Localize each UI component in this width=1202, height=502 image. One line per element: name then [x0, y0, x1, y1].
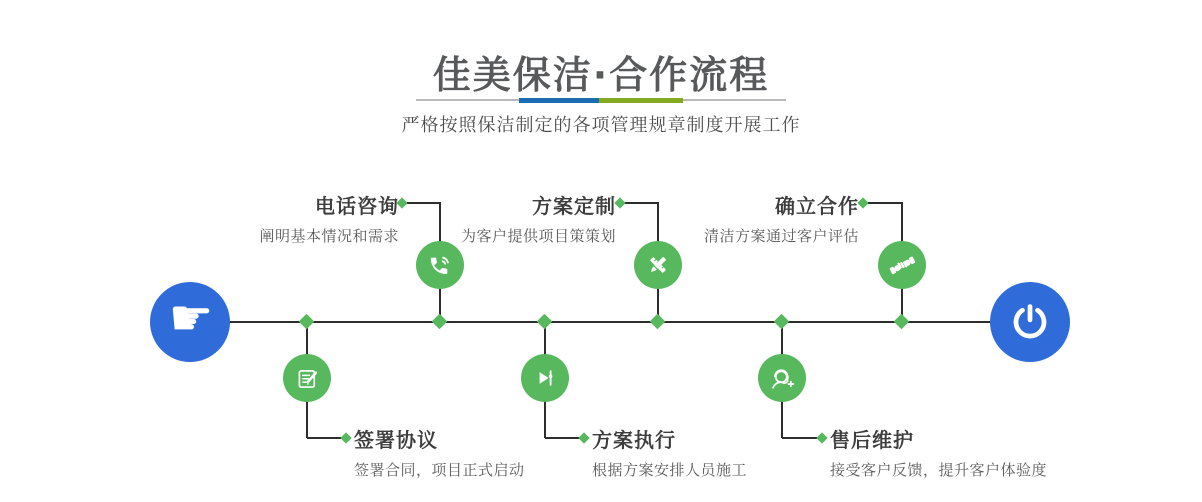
step-desc: 阐明基本情况和需求 — [259, 227, 399, 245]
timeline-diamond — [650, 314, 666, 330]
label-diamond — [578, 432, 589, 443]
step-title: 方案执行 — [592, 428, 676, 452]
step-node-contract — [283, 354, 331, 402]
contract-icon — [294, 365, 321, 392]
start-node — [150, 282, 230, 362]
label-diamond — [816, 432, 827, 443]
step-node-phone — [416, 241, 464, 289]
step-desc: 接受客户反馈，提升客户体验度 — [830, 461, 1048, 479]
customer-service-icon — [768, 364, 797, 393]
connector-label-execute — [545, 437, 580, 439]
connector-label-phone — [406, 202, 441, 204]
step-node-handshake — [878, 241, 926, 289]
step-label-service — [830, 424, 1047, 480]
connector-label-contract — [307, 437, 342, 439]
timeline-main-line — [228, 321, 992, 323]
step-label-execute — [592, 424, 747, 480]
timeline-diamond — [894, 314, 910, 330]
end-node — [990, 282, 1070, 362]
step-title: 电话咨询 — [315, 194, 399, 218]
label-diamond — [340, 432, 351, 443]
play-slider-icon — [531, 364, 559, 392]
step-label-design — [461, 190, 616, 246]
step-node-execute — [521, 354, 569, 402]
timeline-diamond — [299, 314, 315, 330]
step-desc: 为客户提供项目策策划 — [460, 227, 616, 245]
step-node-service — [758, 354, 806, 402]
design-tools-icon — [644, 251, 672, 279]
step-title: 签署协议 — [354, 428, 438, 452]
page-title: 佳美保洁·合作流程 — [432, 53, 770, 97]
phone-icon — [426, 251, 454, 279]
step-node-design — [634, 241, 682, 289]
step-title: 确立合作 — [775, 194, 859, 218]
timeline-diamond — [432, 314, 448, 330]
step-title: 售后维护 — [830, 428, 914, 452]
connector-label-design — [624, 202, 659, 204]
timeline-diamond — [774, 314, 790, 330]
handshake-icon — [888, 251, 917, 280]
divider-gray-right — [683, 99, 786, 101]
page-subtitle: 严格按照保洁制定的各项管理规章制度开展工作 — [401, 115, 801, 136]
title-divider — [416, 97, 788, 103]
timeline-diamond — [537, 314, 553, 330]
step-desc: 签署合同，项目正式启动 — [354, 461, 525, 479]
step-desc: 根据方案安排人员施工 — [592, 461, 748, 479]
connector-label-service — [782, 437, 818, 439]
power-icon — [1009, 301, 1051, 343]
label-diamond — [614, 197, 625, 208]
divider-blue-segment — [519, 98, 599, 103]
step-label-handshake — [704, 190, 859, 246]
label-diamond — [857, 197, 868, 208]
step-label-contract — [354, 424, 525, 480]
pointing-hand-icon: ☛ — [168, 289, 214, 347]
divider-gray-left — [416, 99, 519, 101]
connector-label-handshake — [867, 202, 903, 204]
divider-green-segment — [599, 98, 683, 103]
step-desc: 清洁方案通过客户评估 — [703, 227, 859, 245]
step-title: 方案定制 — [532, 194, 616, 218]
step-label-phone — [259, 190, 399, 246]
